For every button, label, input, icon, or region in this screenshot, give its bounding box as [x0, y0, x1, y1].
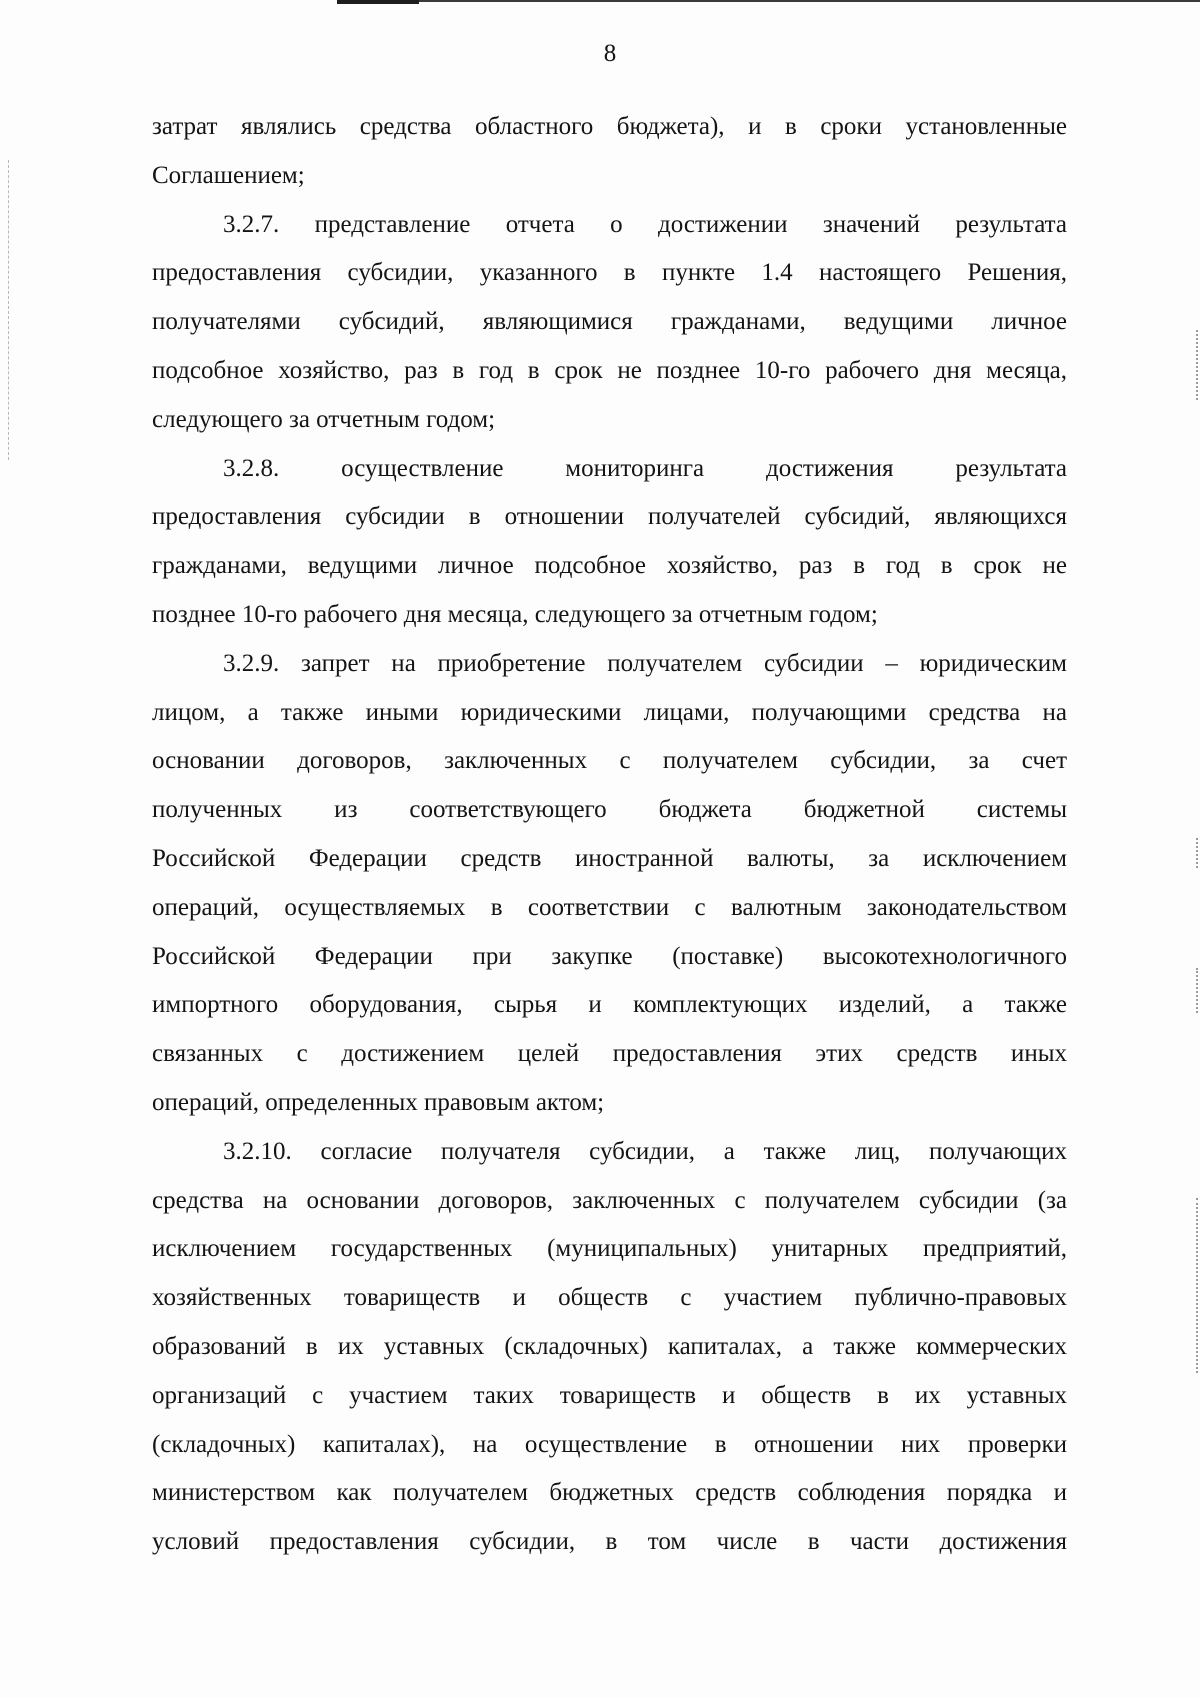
text-line: операций, осуществляемых в соответствии с валютным законодательством: [152, 893, 1067, 921]
text-line: лицом, а также иными юридическими лицами, получающими средства на: [152, 698, 1067, 726]
text-line: подсобное хозяйство, раз в год в срок не позднее 10-го рабочего дня месяца,: [152, 356, 1067, 384]
scan-artifact-top-mark: [337, 0, 419, 4]
text-line: образований в их уставных (складочных) капиталах, а также коммерческих: [152, 1332, 1067, 1360]
text-line: хозяйственных товариществ и обществ с участием публично-правовых: [152, 1284, 1067, 1312]
text-line: предоставления субсидии, указанного в пункте 1.4 настоящего Решения,: [152, 259, 1067, 287]
paragraph-3-2-9: [152, 640, 1067, 1128]
text-line: затрат являлись средства областного бюджета), и в сроки установленные: [152, 113, 1067, 140]
scan-artifact-right-edge: [1196, 1198, 1198, 1373]
text-line: получателями субсидий, являющимися гражданами, ведущими личное: [152, 308, 1067, 336]
scan-artifact-left-edge: [8, 160, 9, 460]
document-body: [152, 103, 1067, 1567]
text-line: Российской Федерации при закупке (поставке) высокотехнологичного: [152, 942, 1067, 970]
text-line: предоставления субсидии в отношении получателей субсидий, являющихся: [152, 503, 1067, 531]
text-line: 3.2.9. запрет на приобретение получателем субсидии – юридическим: [223, 649, 1067, 677]
text-line: основании договоров, заключенных с получателем субсидии, за счет: [152, 747, 1067, 775]
text-line: связанных с достижением целей предоставления этих средств иных: [152, 1040, 1067, 1068]
text-line: полученных из соответствующего бюджета бюджетной системы: [152, 796, 1067, 824]
text-line: средства на основании договоров, заключенных с получателем субсидии (за: [152, 1186, 1067, 1214]
text-line: импортного оборудования, сырья и комплектующих изделий, а также: [152, 991, 1067, 1019]
scan-artifact-right-edge: [1196, 968, 1198, 1013]
text-line: гражданами, ведущими личное подсобное хозяйство, раз в год в срок не: [152, 552, 1067, 580]
text-line: 3.2.10. согласие получателя субсидии, а также лиц, получающих: [223, 1137, 1067, 1165]
text-line: операций, определенных правовым актом;: [152, 1088, 605, 1116]
text-line: 3.2.7. представление отчета о достижении значений результата: [223, 210, 1067, 238]
text-line: следующего за отчетным годом;: [152, 405, 496, 433]
scan-artifact-right-edge: [1196, 330, 1198, 400]
paragraph-3-2-7: [152, 201, 1067, 445]
text-line: позднее 10-го рабочего дня месяца, следующего за отчетным годом;: [152, 600, 878, 628]
text-line: Российской Федерации средств иностранной валюты, за исключением: [152, 844, 1067, 872]
text-line: (складочных) капиталах), на осуществление в отношении них проверки: [152, 1430, 1067, 1458]
scan-artifact-right-edge: [1196, 838, 1198, 868]
paragraph-3-2-10: [152, 1128, 1067, 1567]
text-line: организаций с участием таких товариществ и обществ в их уставных: [152, 1381, 1067, 1409]
paragraph-continuation: [152, 103, 1067, 201]
page-number: 8: [603, 40, 617, 67]
scan-artifact-top-line: [337, 0, 1200, 2]
text-line: исключением государственных (муниципальных) унитарных предприятий,: [152, 1235, 1067, 1263]
text-line: Соглашением;: [152, 161, 305, 189]
text-line: условий предоставления субсидии, в том числе в части достижения: [152, 1528, 1067, 1556]
text-line: министерством как получателем бюджетных средств соблюдения порядка и: [152, 1479, 1067, 1507]
paragraph-3-2-8: [152, 445, 1067, 640]
text-line: 3.2.8. осуществление мониторинга достижения результата: [223, 454, 1067, 482]
